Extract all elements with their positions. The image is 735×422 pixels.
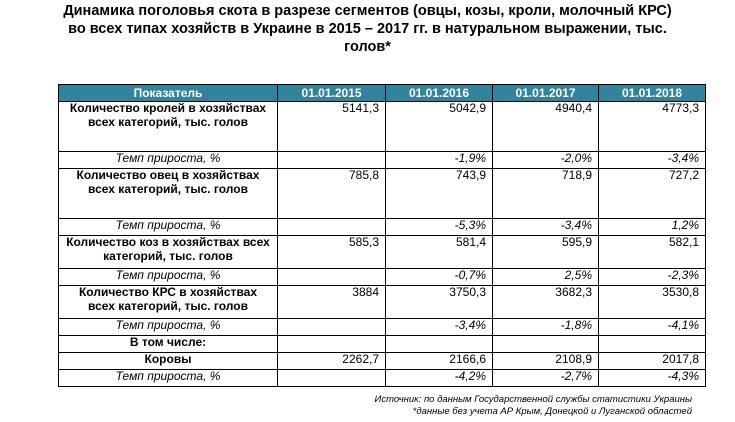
row-label: Темп прироста, % — [59, 319, 278, 336]
table-row-cattle — [59, 286, 706, 319]
table-header-row — [59, 85, 706, 102]
cell-value: -4,3% — [599, 370, 706, 387]
row-label: Темп прироста, % — [59, 269, 278, 286]
cell-value: 5141,3 — [278, 102, 386, 152]
cell-value — [278, 319, 386, 336]
cell-value: -2,7% — [493, 370, 599, 387]
cell-value: 581,4 — [386, 236, 493, 269]
table-row-cows-growth — [59, 370, 706, 387]
header-indicator: Показатель — [59, 85, 278, 102]
cell-value: 4940,4 — [493, 102, 599, 152]
table-row-sheep-growth — [59, 219, 706, 236]
cell-value: -2,3% — [599, 269, 706, 286]
table-row-goats-growth — [59, 269, 706, 286]
row-label: Количество КРС в хозяйствах всех категорий, тыс. голов — [59, 286, 278, 319]
cell-value: -3,4% — [386, 319, 493, 336]
table-row-sheep — [59, 169, 706, 219]
cell-value: -1,9% — [386, 152, 493, 169]
row-label: Темп прироста, % — [59, 370, 278, 387]
cell-value: 3750,3 — [386, 286, 493, 319]
cell-value: -5,3% — [386, 219, 493, 236]
cell-value: -0,7% — [386, 269, 493, 286]
cell-value: -4,2% — [386, 370, 493, 387]
cell-value: 2262,7 — [278, 353, 386, 370]
table-row-including — [59, 336, 706, 353]
cell-value — [278, 152, 386, 169]
cell-value — [386, 336, 493, 353]
cell-value: 785,8 — [278, 169, 386, 219]
row-label: Количество коз в хозяйствах всех категорий, тыс. голов — [59, 236, 278, 269]
row-label: Темп прироста, % — [59, 152, 278, 169]
row-label: Коровы — [59, 353, 278, 370]
livestock-table — [58, 84, 706, 387]
cell-value: 1,2% — [599, 219, 706, 236]
cell-value: 3884 — [278, 286, 386, 319]
table-row-goats — [59, 236, 706, 269]
title-line-2: во всех типах хозяйств в Украине в 2015 – 2017 гг. в натуральном выражении, тыс. — [68, 21, 667, 37]
cell-value: -1,8% — [493, 319, 599, 336]
cell-value — [493, 336, 599, 353]
cell-value — [278, 336, 386, 353]
header-2016: 01.01.2016 — [386, 85, 493, 102]
row-label: Количество кролей в хозяйствах всех категорий, тыс. голов — [59, 102, 278, 152]
cell-value: -3,4% — [493, 219, 599, 236]
cell-value: 5042,9 — [386, 102, 493, 152]
cell-value — [278, 269, 386, 286]
header-2018: 01.01.2018 — [599, 85, 706, 102]
title-line-1: Динамика поголовья скота в разрезе сегментов (овцы, козы, кроли, молочный КРС) — [63, 3, 672, 19]
title-line-3: голов* — [344, 39, 391, 55]
note-footnote: *данные без учета АР Крым, Донецкой и Луганской областей — [412, 406, 692, 417]
cell-value: 2,5% — [493, 269, 599, 286]
header-2017: 01.01.2017 — [493, 85, 599, 102]
cell-value: 585,3 — [278, 236, 386, 269]
cell-value: 4773,3 — [599, 102, 706, 152]
cell-value — [599, 336, 706, 353]
cell-value: 3530,8 — [599, 286, 706, 319]
cell-value: 727,2 — [599, 169, 706, 219]
table-row-rabbits — [59, 102, 706, 152]
row-label: Количество овец в хозяйствах всех категорий, тыс. голов — [59, 169, 278, 219]
cell-value: -3,4% — [599, 152, 706, 169]
cell-value: -4,1% — [599, 319, 706, 336]
table-row-rabbits-growth — [59, 152, 706, 169]
header-2015: 01.01.2015 — [278, 85, 386, 102]
cell-value: 2166,6 — [386, 353, 493, 370]
row-label: В том числе: — [59, 336, 278, 353]
cell-value: -2,0% — [493, 152, 599, 169]
cell-value: 595,9 — [493, 236, 599, 269]
table-row-cattle-growth — [59, 319, 706, 336]
table-row-cows — [59, 353, 706, 370]
cell-value: 2017,8 — [599, 353, 706, 370]
cell-value: 2108,9 — [493, 353, 599, 370]
cell-value: 718,9 — [493, 169, 599, 219]
cell-value: 582,1 — [599, 236, 706, 269]
source-footnote: Источник: по данным Государственной службы статистики Украины — [374, 394, 692, 405]
document-title — [0, 2, 735, 56]
cell-value — [278, 219, 386, 236]
cell-value: 743,9 — [386, 169, 493, 219]
cell-value: 3682,3 — [493, 286, 599, 319]
row-label: Темп прироста, % — [59, 219, 278, 236]
cell-value — [278, 370, 386, 387]
